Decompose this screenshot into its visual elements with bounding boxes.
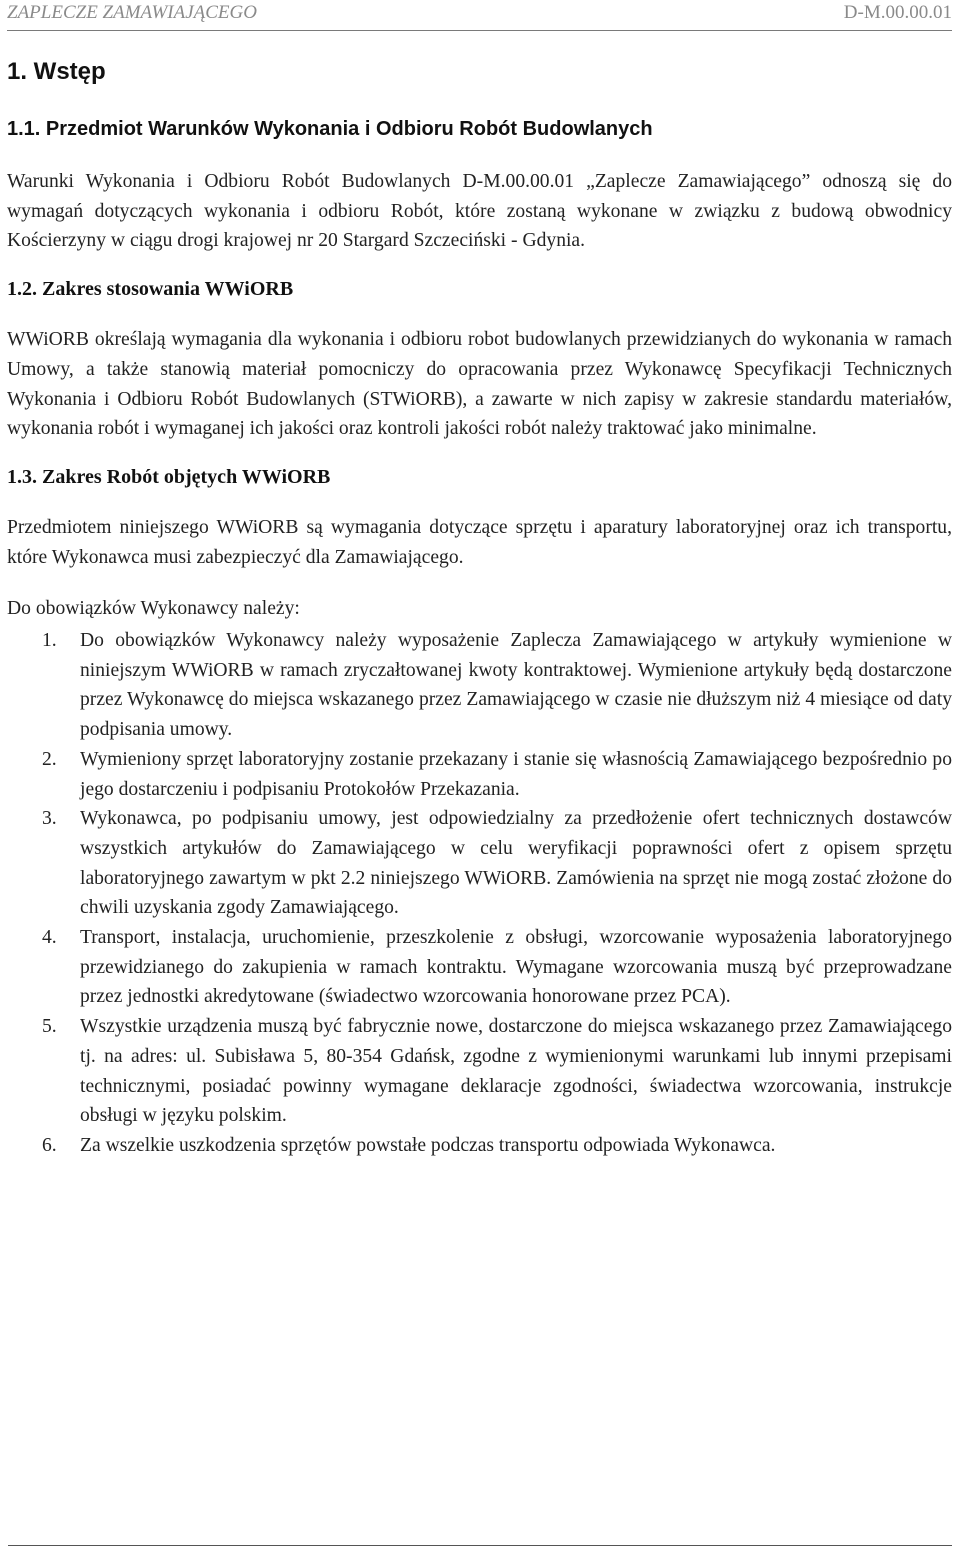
header-doc-code: D-M.00.00.01: [843, 2, 952, 23]
list-item-number: 6.: [42, 1134, 57, 1156]
section-1-heading: 1. Wstęp: [7, 58, 106, 85]
list-item-number: 4.: [42, 927, 57, 949]
section-1-3-text: Przedmiotem niniejszego WWiORB są wymagania dotyczące sprzętu i aparatury laboratoryjnej oraz ich transportu, które Wykonawca musi zabezpieczyć dla Zamawiającego.: [7, 516, 952, 568]
list-item: [7, 745, 952, 804]
list-item: [7, 626, 952, 745]
running-header: [7, 0, 952, 31]
section-1-3-heading: 1.3. Zakres Robót objętych WWiORB: [7, 465, 331, 488]
list-item: [7, 1012, 952, 1131]
list-item-text: Transport, instalacja, uruchomienie, przeszkolenie z obsługi, wzorcowanie wyposażenia laboratoryjnego przewidzianego do zakupienia w ramach kontraktu. Wymagane wzorcowania muszą być przeprowadzane przez jednostki akredytowane (świadectwo wzorcowania honorowane przez PCA).: [80, 927, 952, 1008]
section-1-1-text: Warunki Wykonania i Odbioru Robót Budowlanych D-M.00.00.01 „Zaplecze Zamawiającego” odnoszą się do wymagań dotyczących wykonania i odbioru Robót, które zostaną wykonane w związku z budową obwodnicy Kościerzyny w ciągu drogi krajowej nr 20 Stargard Szczeciński - Gdynia.: [7, 171, 952, 252]
section-1-2-heading: 1.2. Zakres stosowania WWiORB: [7, 278, 294, 301]
list-item-text: Wszystkie urządzenia muszą być fabrycznie nowe, dostarczone do miejsca wskazanego przez Zamawiającego tj. na adres: ul. Subisława 5, 80-354 Gdańsk, zgodne z wymienionymi warunkami lub innymi przepisami technicznymi, posiadać powinny wymagane deklaracje zgodności, świadectwa wzorcowania, instrukcje obsługi w języku polskim.: [80, 1016, 952, 1127]
document-body: [7, 58, 952, 1161]
list-item-text: Za wszelkie uszkodzenia sprzętów powstałe podczas transportu odpowiada Wykonawca.: [80, 1134, 776, 1156]
list-item: [7, 923, 952, 1012]
list-item: [7, 1131, 952, 1161]
list-item: [7, 804, 952, 923]
list-item-text: Wymieniony sprzęt laboratoryjny zostanie przekazany i stanie się własnością Zamawiającego bezpośrednio po jego dostarczeniu i podpisaniu Protokołów Przekazania.: [80, 748, 952, 800]
list-item-text: Wykonawca, po podpisaniu umowy, jest odpowiedzialny za przedłożenie ofert technicznych dostawców wszystkich artykułów do Zamawiającego w celu weryfikacji poprawności ofert z opisem sprzętu laboratoryjnego zawartym w pkt 2.2 niniejszego WWiORB. Zamówienia na sprzęt nie mogą zostać złożone do chwili uzyskania zgody Zamawiającego.: [80, 808, 952, 919]
list-item-text: Do obowiązków Wykonawcy należy wyposażenie Zaplecza Zamawiającego w artykuły wymienione w niniejszym WWiORB w ramach zryczałtowanej kwoty kontraktowej. Wymienione artykuły będą dostarczone przez Wykonawcę do miejsca wskazanego przez Zamawiającego w czasie nie dłuższym niż 4 miesiące od daty podpisania umowy.: [80, 630, 952, 741]
footer-divider: [8, 1545, 952, 1546]
list-item-number: 1.: [42, 630, 57, 652]
header-title: ZAPLECZE ZAMAWIAJĄCEGO: [7, 2, 257, 23]
duties-list: [7, 626, 952, 1161]
section-1-2-text: WWiORB określają wymagania dla wykonania i odbioru robot budowlanych przewidzianych do wykonania w ramach Umowy, a także stanowią materiał pomocniczy do opracowania przez Wykonawcę Specyfikacji Technicznych Wykonania i Odbioru Robót Budowlanych (STWiORB), a zawarte w nich zapisy w zakresie standardu materiałów, wykonania robót i wymaganej ich jakości oraz kontroli jakości robót należy traktować jako minimalne.: [7, 329, 952, 440]
list-item-number: 3.: [42, 808, 57, 830]
section-1-1-heading: 1.1. Przedmiot Warunków Wykonania i Odbioru Robót Budowlanych: [7, 118, 653, 140]
duties-intro: Do obowiązków Wykonawcy należy:: [7, 598, 300, 620]
list-item-number: 5.: [42, 1016, 57, 1038]
list-item-number: 2.: [42, 748, 57, 770]
